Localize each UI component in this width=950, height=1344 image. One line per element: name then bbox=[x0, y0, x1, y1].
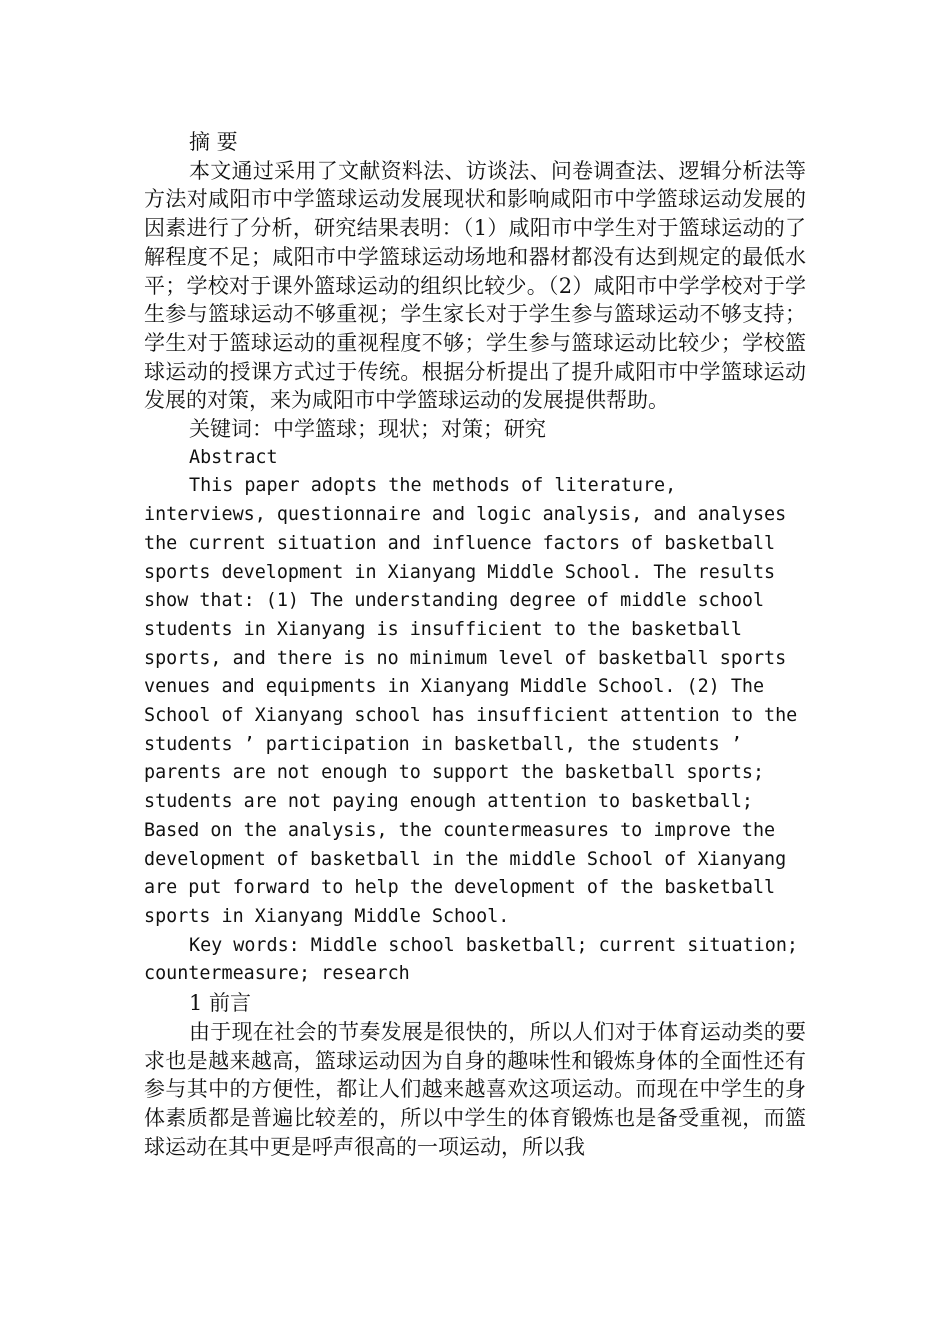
keywords-cn: 关键词：中学篮球；现状；对策；研究 bbox=[189, 417, 546, 442]
abstract-cn-body: 本文通过采用了文献资料法、访谈法、问卷调查法、逻辑分析法等方法对咸阳市中学篮球运动发展现状和影响咸阳市中学篮球运动发展的因素进行了分析，研究结果表明：（1）咸阳市中学生对于篮球运动的了解程度不足；咸阳市中学篮球运动场地和器材都没有达到规定的最低水平；学校对于课外篮球运动的组织比较少。（2）咸阳市中学学校对于学生参与篮球运动不够重视；学生家长对于学生参与篮球运动不够支持；学生对于篮球运动的重视程度不够；学生参与篮球运动比较少；学校篮球运动的授课方式过于传统。根据分析提出了提升咸阳市中学篮球运动发展的对策，来为咸阳市中学篮球运动的发展提供帮助。 bbox=[144, 158, 806, 413]
abstract-cn-title: 摘 要 bbox=[189, 130, 238, 154]
keywords-en: Key words: Middle school basketball; current situation; countermeasure; research bbox=[144, 934, 798, 985]
abstract-en-title: Abstract bbox=[189, 446, 278, 468]
document-page bbox=[144, 128, 806, 1161]
abstract-en-body: This paper adopts the methods of literature, interviews, questionnaire and logic analysis, and analyses the current situation and influence factors of basketball sports development in Xianyang Middle School. The results show that: (1) The understanding degree of middle school students in Xianyang is insufficient to the basketball sports, and there is no minimum level of basketball sports venues and equipments in Xianyang Middle School. (2) The School of Xianyang school has insufficient attention to the students ’ participation in basketball, the students ’ parents are not enough to support the basketball sports; students are not paying enough attention to basketball; Based on the analysis, the countermeasures to improve the development of basketball in the middle School of Xianyang are put forward to help the development of the basketball sports in Xianyang Middle School. bbox=[144, 475, 798, 927]
section-1-body: 由于现在社会的节奏发展是很快的，所以人们对于体育运动类的要求也是越来越高，篮球运动因为自身的趣味性和锻炼身体的全面性还有参与其中的方便性，都让人们越来越喜欢这项运动。而现在中学生的身体素质都是普遍比较差的，所以中学生的体育锻炼也是备受重视，而篮球运动在其中更是呼声很高的一项运动，所以我 bbox=[144, 1019, 806, 1159]
section-1-title: 1 前言 bbox=[189, 991, 252, 1016]
